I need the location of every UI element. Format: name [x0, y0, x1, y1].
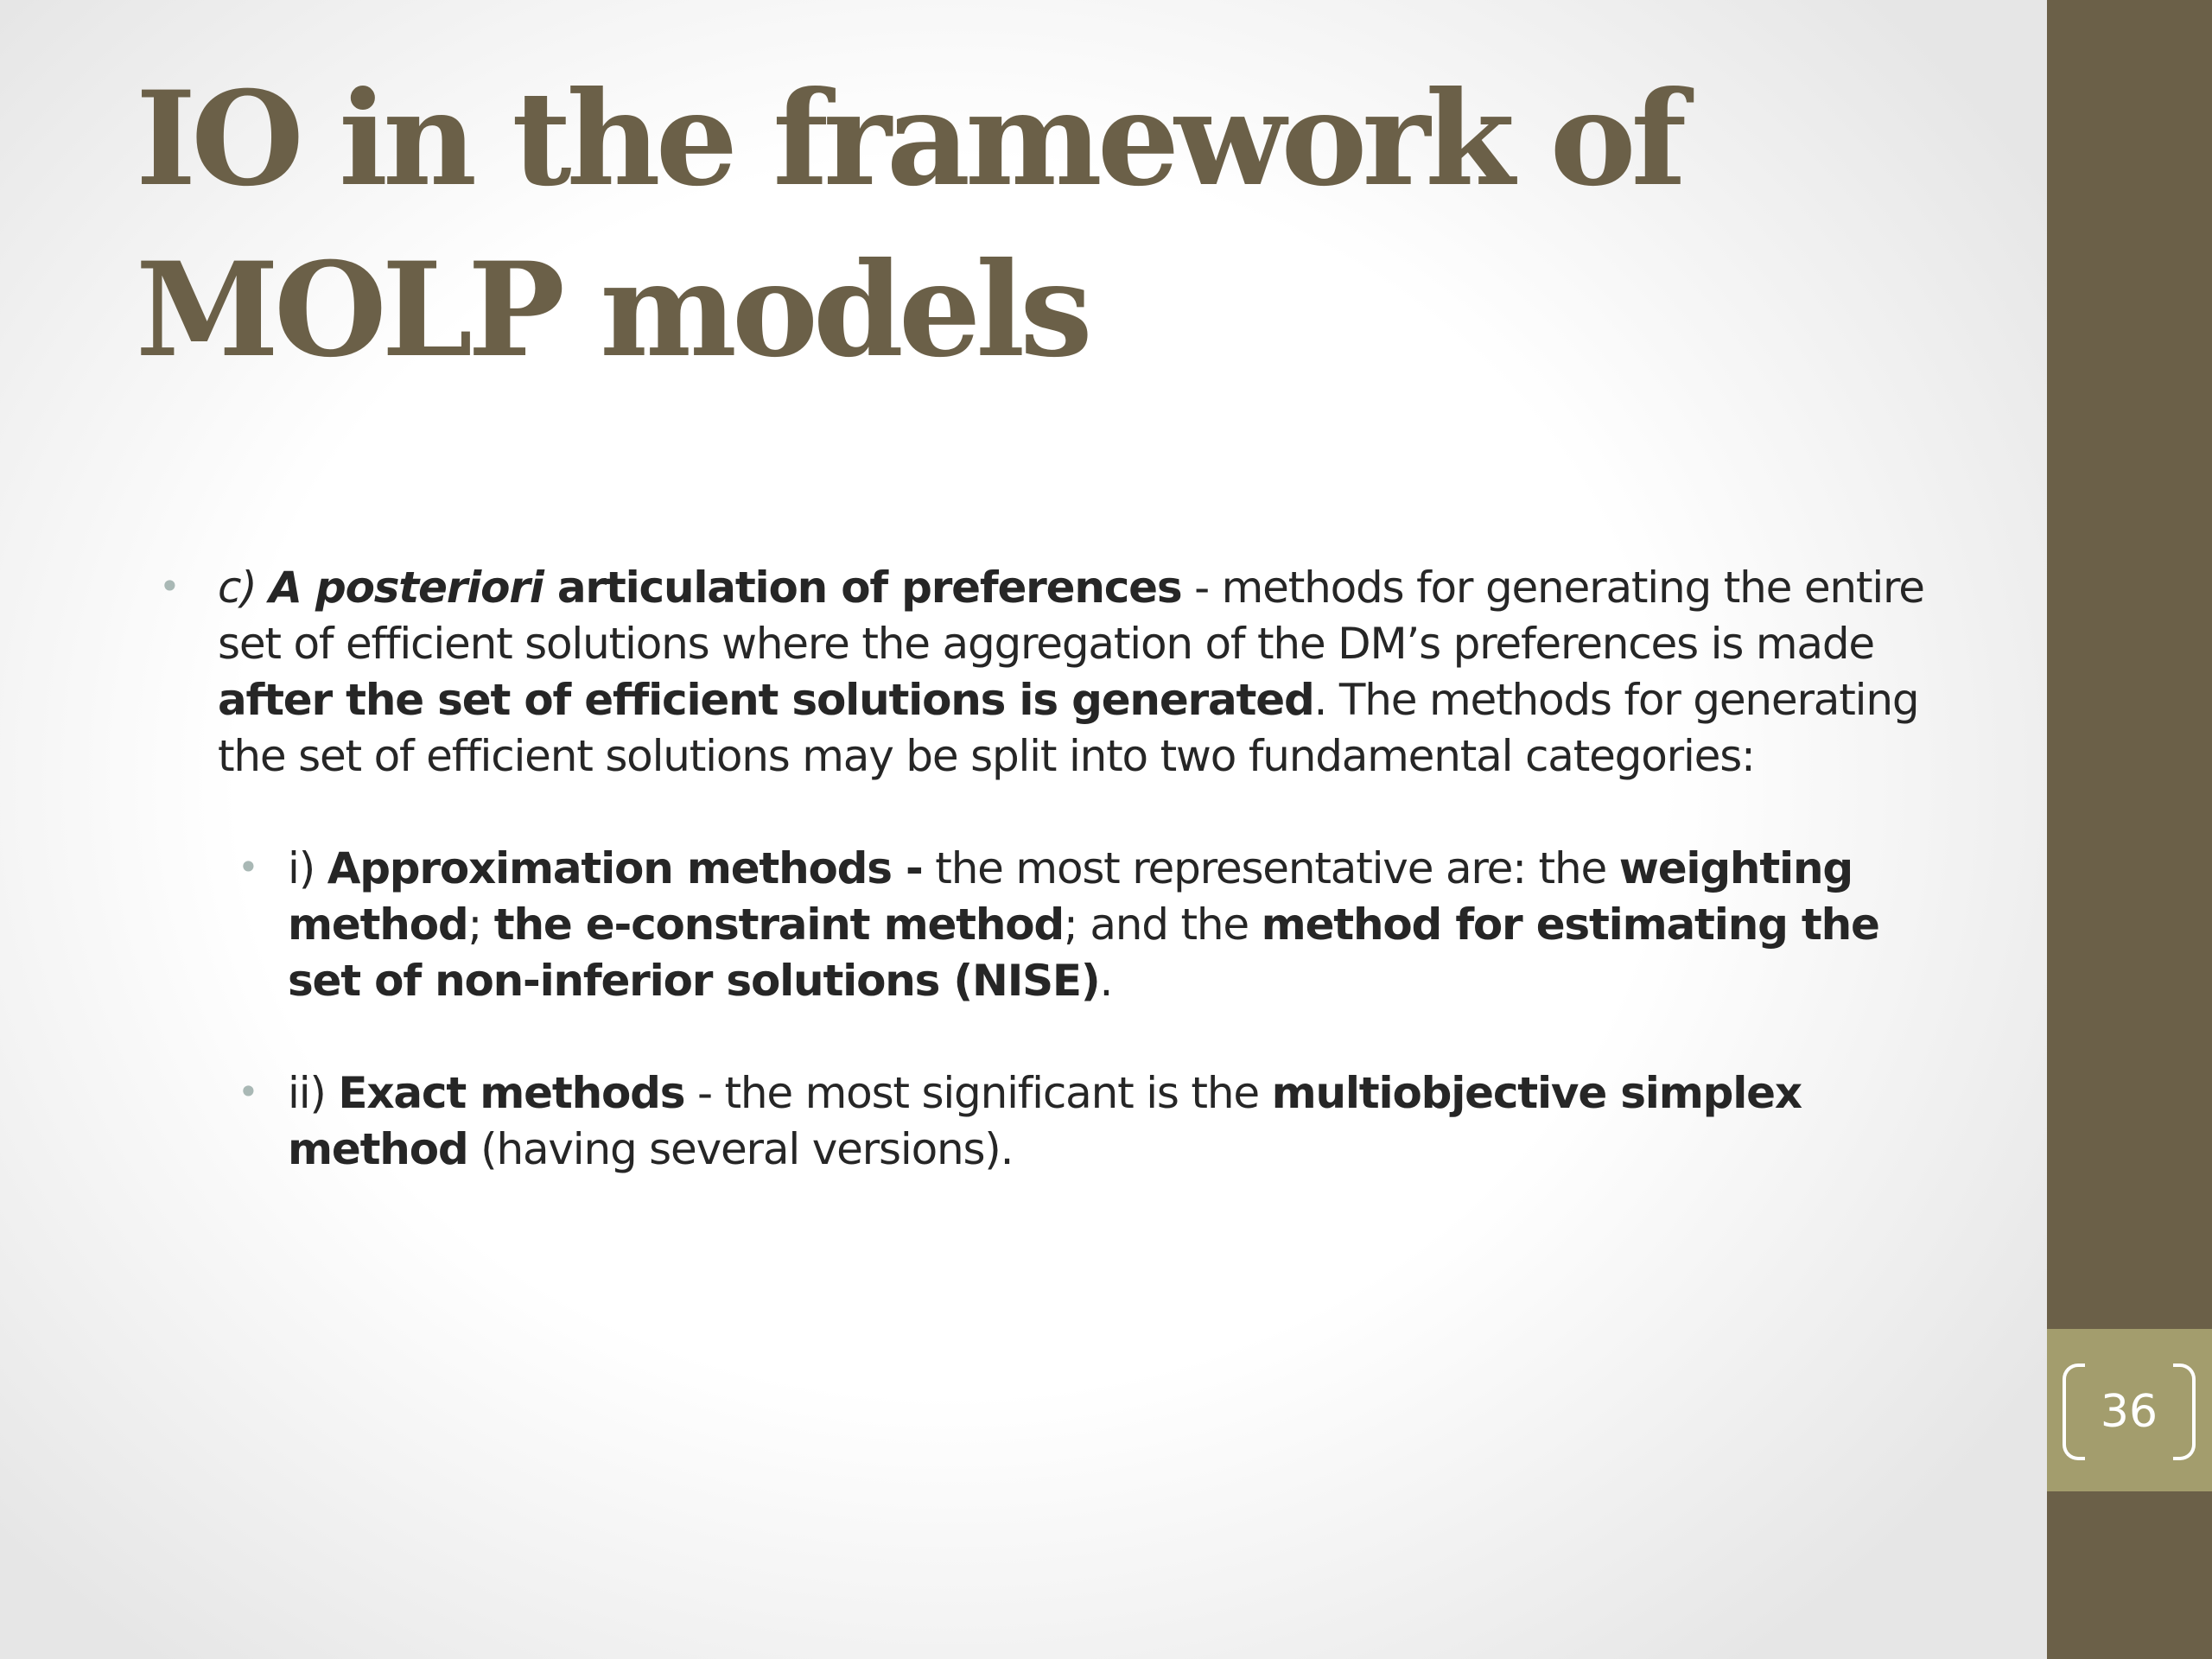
bullet-text: (having several versions). — [467, 1124, 1014, 1174]
term-nise-method: method for estimating the set of non-inferior solutions (NISE) — [288, 899, 1879, 1006]
bullet-text: - methods for generating the entire set of efficient solutions where the aggregation of the DM’s preferences is made — [218, 563, 1924, 669]
page-number: 36 — [2100, 1386, 2158, 1438]
term-articulation: articulation of preferences — [543, 563, 1182, 613]
term-weighting-method: weighting method — [288, 843, 1853, 950]
bullet-text: the most representative are: the — [922, 843, 1619, 893]
bullet-text: ; and the — [1064, 899, 1262, 950]
term-exact-methods: Exact methods — [338, 1068, 685, 1118]
bullet-prefix: ii) — [288, 1068, 339, 1118]
bullet-a-posteriori — [156, 560, 1936, 785]
bullet-text: . The methods for generating the set of efficient solutions may be split into two fundamental categories: — [218, 675, 1919, 781]
term-multiobjective-simplex: multiobjective simplex method — [288, 1068, 1802, 1174]
bullet-prefix: c) — [218, 563, 270, 613]
right-bracket-icon — [2173, 1363, 2196, 1460]
bullet-text: . — [1099, 956, 1113, 1006]
bullet-approximation-methods — [156, 841, 1936, 1009]
left-bracket-icon — [2063, 1363, 2085, 1460]
emphasis-text: after the set of efficient solutions is generated — [218, 675, 1314, 725]
term-a-posteriori: A posteriori — [269, 563, 543, 613]
slide-title: IO in the framework of MOLP models — [136, 63, 1682, 386]
slide-content — [156, 560, 1936, 1178]
bullet-text: ; — [467, 899, 494, 950]
term-e-constraint-method: the e-constraint method — [493, 899, 1065, 950]
bullet-exact-methods — [156, 1065, 1936, 1178]
term-approximation-methods: Approximation methods - — [327, 843, 923, 893]
bullet-text: - the most significant is the — [684, 1068, 1272, 1118]
bullet-prefix: i) — [288, 843, 327, 893]
